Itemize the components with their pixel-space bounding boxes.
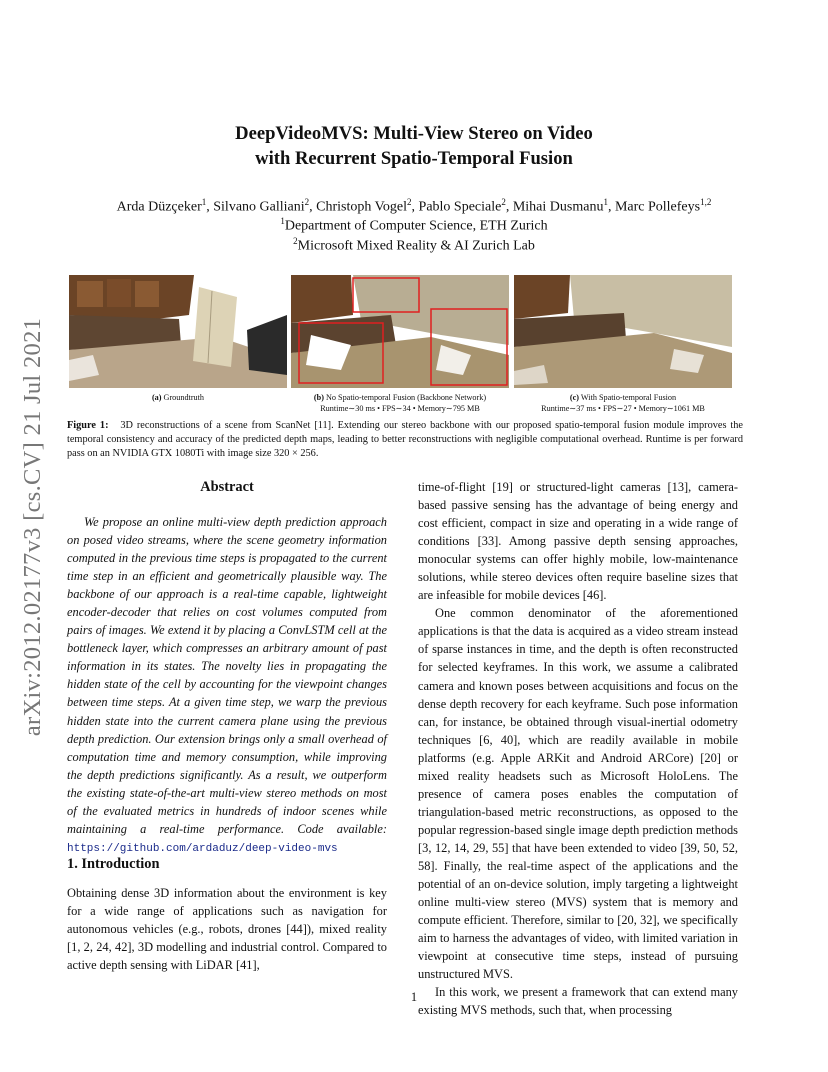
author-affiliation-mark: 2 [501, 197, 506, 207]
figure-caption [67, 419, 743, 461]
panel-label: No Spatio-temporal Fusion (Backbone Network) [325, 393, 487, 402]
author-list: Arda Düzçeker$^1$, Silvano Galliani$^2$, Christoph Vogel$^2$, Pablo Speciale$^2$, Mihai Dusmanu$^1$, Marc Pollefeys$^{1,2}$ [116, 197, 712, 215]
title-line-2: with Recurrent Spatio-Temporal Fusion [255, 148, 573, 169]
title-line-1: DeepVideoMVS: Multi-View Stereo on Video [235, 123, 593, 144]
author: Arda Düzçeker [116, 199, 202, 215]
affiliation-number: 2 [293, 236, 298, 246]
affiliation-number: 1 [280, 216, 285, 226]
affiliation-2 [120, 231, 708, 257]
arxiv-stamp [16, 296, 50, 758]
author: Pablo Speciale [418, 199, 502, 215]
panel-label: Groundtruth [163, 393, 205, 402]
figure-caption-text: 3D reconstructions of a scene from ScanNet [11]. Extending our stereo backbone with our proposed spatio-temporal fusion module improves the temporal consistency and accuracy of the predicted depth maps, leading to better reconstructions with negligible computational overhead. Runtime is per forward pass on an NVIDIA GTX 1080Ti with image size 320 × 256. [67, 420, 743, 459]
section-heading-introduction: 1. Introduction [67, 856, 160, 872]
panel-tag: (c) [569, 393, 579, 402]
paragraph: Obtaining dense 3D information about the environment is key for a wide range of applications such as navigation for autonomous vehicles (e.g., robots, drones [44]), mixed reality [1, 2, 24, 42], 3D modelling and industrial control. Compared to active depth sensing with LiDAR [41], [67, 886, 387, 973]
figure-caption-label: Figure 1: [67, 420, 109, 431]
author: Marc Pollefeys [614, 199, 701, 215]
abstract-text: We propose an online multi-view depth prediction approach on posed video streams, where the scene geometry information computed in the previous time steps is propagated to the current time step in an efficient and geometrically plausible way. The backbone of our approach is a real-time capable, lightweight encoder-decoder that relies on cost volumes computed from pairs of images. We extend it by placing a ConvLSTM cell at the bottleneck layer, which compresses an arbitrary amount of past information in its states. The novelty lies in propagating the hidden state of the cell by accounting for the viewpoint changes between time steps. At a given time step, we warp the previous hidden state into the current camera plane using the previous depth prediction. Our extension brings only a small overhead of computation time and memory consumption, while improving the depth predictions significantly. As a result, we outperform the existing state-of-the-art multi-view stereo methods on most of the evaluated metrics in hundreds of indoor scenes while maintaining a real-time performance. Code available: [67, 515, 387, 836]
panel-stats-b: Runtime∼30 ms • FPS∼34 • Memory∼795 MB [320, 404, 480, 413]
affiliation-text: Microsoft Mixed Reality & AI Zurich Lab [297, 238, 535, 254]
panel-caption-c [508, 392, 738, 403]
introduction-body [67, 884, 387, 974]
page-number: 1 [410, 990, 418, 1004]
author-affiliation-mark: 2 [304, 197, 310, 207]
arxiv-stamp-text: arXiv:2012.02177v3 [cs.CV] 21 Jul 2021 [19, 317, 46, 737]
author: Christoph Vogel [316, 199, 408, 215]
figure-panel-no-fusion [291, 275, 509, 388]
panel-tag: (a) [151, 393, 162, 402]
author: Mihai Dusmanu [512, 199, 604, 215]
author-affiliation-mark: 2 [407, 197, 412, 207]
author-affiliation-mark: 1,2 [700, 197, 712, 207]
affiliation-text: Department of Computer Science, ETH Zurich [284, 218, 548, 234]
panel-stats-c: Runtime∼37 ms • FPS∼27 • Memory∼1061 MB [541, 404, 705, 413]
paragraph: In this work, we present a framework that can extend many existing MVS methods, such that, when processing [418, 985, 738, 1018]
paragraph: One common denominator of the aforementioned applications is that the data is acquired as a video stream instead of sparse instances in time, and the depth is often reconstructed for selected keyframes. In this work, we assume a calibrated camera and known poses between acquisitions and focus on the dense depth recovery for each keyframe. Such pose information can, for instance, be obtained through visual-inertial odometry techniques [6, 40], which are readily available in mobile platforms (e.g. Apple ARKit and Android ARCore) [20] or mixed reality headsets such as Microsoft HoloLens. The presence of camera poses enables the computation of triangulation-based metric reconstructions, as opposed to the popular regression-based single image depth prediction methods [3, 12, 14, 29, 55] that have been extended to video [39, 50, 52, 58]. Finally, the real-time aspect of the applications and the potential of an on-device solution, imply targeting a lightweight online multi-view stereo (MVS) system that is memory and compute efficient. Therefore, similar to [20, 32], we specifically aim to harness the advantages of video, with limited variation in viewpoint at consecutive time steps, instead of pursuing unstructured MVS. [418, 606, 738, 982]
panel-label: With Spatio-temporal Fusion [580, 393, 677, 402]
author-affiliation-mark: 1 [603, 197, 608, 207]
paper-title [120, 121, 708, 171]
panel-caption-b [285, 392, 515, 403]
figure-panel-with-fusion [514, 275, 732, 388]
right-column-body [418, 478, 738, 1019]
author: Silvano Galliani [213, 199, 305, 215]
author-affiliation-mark: 1 [201, 197, 207, 207]
abstract-body [67, 513, 387, 858]
figure-panel-groundtruth [69, 275, 287, 388]
paragraph: time-of-flight [19] or structured-light cameras [13], camera-based passive sensing has the advantage of being energy and cost efficient, compact in size and operating in a wide range of conditions [33]. Among passive depth sensing approaches, monocular systems can offer highly mobile, low-maintenance solutions, while stereo devices often require baseline sizes that are infeasible for mobile devices [46]. [418, 480, 738, 603]
panel-tag: (b) [313, 393, 324, 402]
panel-caption-a [63, 392, 293, 403]
code-link[interactable]: https://github.com/ardaduz/deep-video-mvs [67, 842, 338, 855]
abstract-heading: Abstract [200, 479, 254, 495]
